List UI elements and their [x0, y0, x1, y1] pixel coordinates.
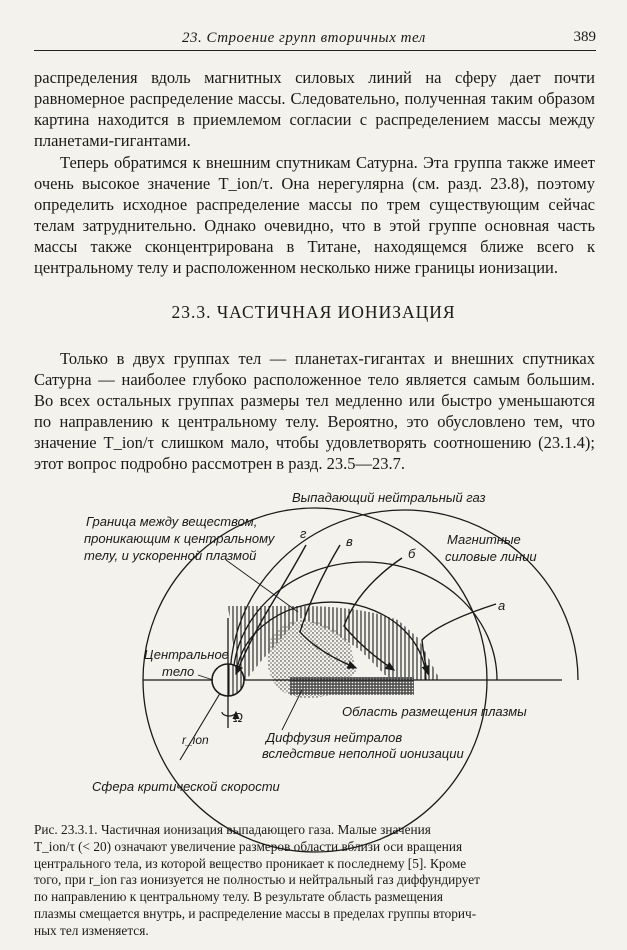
paragraph-3: Только в двух группах тел — планетах-гигантах и внешних спутниках Сатурна — наиболее глубоко расположенное тело является самым большим. Во всех остальных группах размеры тел медленно или быстро уменьшаются по направлению к центральному телу. Вероятно, это обусловлено тем, что значение T_ion/τ слишком мало, чтобы удовлетворять соотношению (23.1.4); этот вопрос подробно рассмотрен в разд. 23.5—23.7.: [34, 349, 595, 473]
label-diffusion-1: Диффузия нейтралов: [266, 730, 403, 745]
label-falling-gas: Выпадающий нейтральный газ: [292, 490, 486, 505]
label-field-lines-1: Магнитные: [447, 532, 521, 547]
page-number: 389: [573, 29, 596, 45]
caption-line-3: центрального тела, из которой вещество проникает к последнему [5]. Кроме: [34, 855, 467, 871]
trajectory-a: [422, 604, 496, 674]
caption-line-5: по направлению к центральному телу. В результате область размещения: [34, 889, 444, 905]
label-r-ion: r_ion: [182, 733, 209, 747]
caption-line-2: T_ion/τ (< 20) означают увеличение размеров области вблизи оси вращения: [34, 838, 463, 854]
label-diffusion-2: вследствие неполной ионизации: [262, 746, 464, 761]
caption-line-4: того, при r_ion газ ионизуется не полностью и нейтральный газ диффундирует: [34, 872, 480, 888]
paragraph-1: распределения вдоль магнитных силовых линий на сферу дает почти равномерное распределение массы. Следовательно, полученная таким образом картина находится в приемлемом согласии с распределением массы между планетами-гигантами.: [34, 68, 595, 150]
label-boundary-1: Граница между веществом,: [86, 514, 258, 529]
label-v: в: [346, 534, 353, 549]
label-g: г: [300, 526, 307, 541]
label-field-lines-2: силовые линии: [445, 549, 537, 564]
label-b: б: [408, 546, 416, 561]
paragraph-2: Теперь обратимся к внешним спутникам Сатурна. Эта группа также имеет очень высокое значение T_ion/τ. Она нерегулярна (см. разд. 23.8), поэтому определить исходное распределение массы по трем существующим сейчас телам затруднительно. Однако очевидно, что в этой группе основная часть массы также сконцентрирована в Титане, находящемся ближе всего к центральному телу и расположенном несколько ниже границы ионизации.: [34, 153, 595, 277]
label-central-body-1: Центральное: [144, 647, 229, 662]
label-a: а: [498, 598, 506, 613]
label-omega: Ω: [233, 710, 243, 725]
label-central-body-2: тело: [162, 664, 195, 679]
caption-line-1: Рис. 23.3.1. Частичная ионизация выпадающего газа. Малые значения: [34, 822, 431, 837]
label-plasma-region: Область размещения плазмы: [342, 704, 527, 719]
label-critical-sphere: Сфера критической скорости: [92, 779, 280, 794]
caption-line-6: плазмы смещается внутрь, и распределение массы в пределах группы вторич-: [34, 905, 477, 921]
figure-caption: [34, 822, 595, 940]
caption-line-7: ных тел изменяется.: [34, 922, 149, 938]
running-title: 23. Строение групп вторичных тел: [182, 30, 426, 46]
label-boundary-3: телу, и ускоренной плазмой: [84, 548, 257, 563]
section-title: 23.3. ЧАСТИЧНАЯ ИОНИЗАЦИЯ: [171, 302, 456, 322]
label-boundary-2: проникающим к центральному: [84, 531, 275, 546]
